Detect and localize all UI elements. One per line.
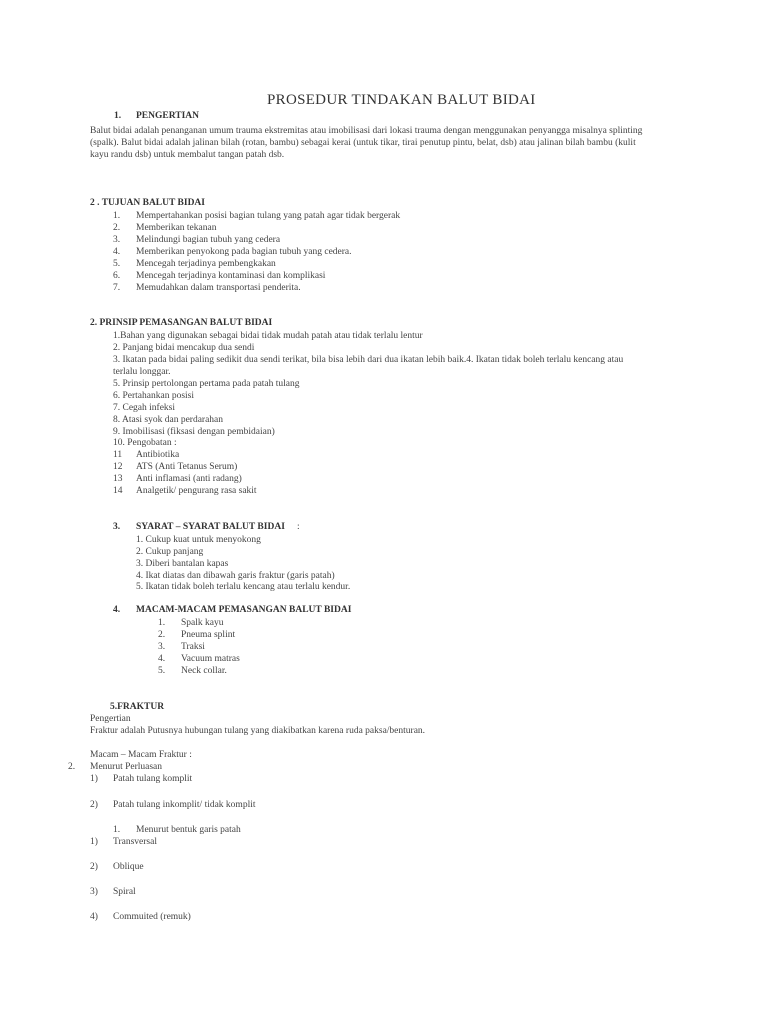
- section-2-heading: 2 . TUJUAN BALUT BIDAI: [90, 198, 205, 208]
- section-1-heading: PENGERTIAN: [136, 111, 200, 121]
- list-item: Commuited (remuk): [113, 912, 191, 922]
- perluasan-number: 2.: [68, 762, 76, 772]
- list-item: Transversal: [113, 837, 157, 847]
- list-item: Oblique: [113, 862, 144, 872]
- list-item: Melindungi bagian tubuh yang cedera: [136, 235, 281, 245]
- list-item: Pneuma splint: [181, 630, 236, 640]
- list-item: Antibiotika: [136, 450, 180, 460]
- list-item-number: 1.: [113, 211, 121, 221]
- section-4-number: 3.: [113, 522, 121, 532]
- principle-line: 5. Prinsip pertolongan pertama pada patah tulang: [113, 379, 300, 389]
- section-1-number: 1.: [114, 111, 122, 121]
- list-item-number: 11: [113, 450, 123, 460]
- fraktur-definition: Fraktur adalah Putusnya hubungan tulang yang diakibatkan karena ruda paksa/benturan.: [90, 726, 426, 736]
- list-item: Mencegah terjadinya pembengkakan: [136, 259, 276, 269]
- fraktur-pengertian-label: Pengertian: [90, 714, 131, 724]
- list-item-number: 4): [90, 912, 98, 922]
- list-item: Spiral: [113, 887, 136, 897]
- list-item: Neck collar.: [181, 666, 227, 676]
- list-item: Memberikan tekanan: [136, 223, 217, 233]
- list-item-number: 5.: [158, 666, 166, 676]
- section-3-heading: 2. PRINSIP PEMASANGAN BALUT BIDAI: [90, 318, 273, 328]
- list-item: Analgetik/ pengurang rasa sakit: [136, 486, 257, 496]
- list-item: Mencegah terjadinya kontaminasi dan komplikasi: [136, 271, 326, 281]
- requirement-line: 3. Diberi bantalan kapas: [136, 559, 229, 569]
- requirement-line: 5. Ikatan tidak boleh terlalu kencang atau terlalu kendur.: [136, 582, 351, 592]
- principle-line: 1.Bahan yang digunakan sebagai bidai tidak mudah patah atau tidak terlalu lentur: [113, 331, 423, 341]
- principle-line: 6. Pertahankan posisi: [113, 391, 195, 401]
- list-item-number: 4.: [158, 654, 166, 664]
- list-item: Patah tulang komplit: [113, 774, 193, 784]
- section-1-text-line: Balut bidai adalah penanganan umum trauma ekstremitas atau imobilisasi dari lokasi trauma dengan menggunakan penyangga misalnya splinting: [90, 126, 643, 136]
- requirement-line: 2. Cukup panjang: [136, 547, 204, 557]
- list-item-number: 5.: [113, 259, 121, 269]
- requirement-line: 1. Cukup kuat untuk menyokong: [136, 535, 261, 545]
- list-item-number: 2.: [158, 630, 166, 640]
- section-6-heading: 5.FRAKTUR: [110, 702, 165, 712]
- list-item: Vacuum matras: [181, 654, 240, 664]
- list-item: Memudahkan dalam transportasi penderita.: [136, 283, 301, 293]
- list-item: Traksi: [181, 642, 205, 652]
- list-item-number: 1): [90, 837, 98, 847]
- list-item-number: 3.: [113, 235, 121, 245]
- section-4-heading: SYARAT – SYARAT BALUT BIDAI: [136, 522, 285, 532]
- list-item-number: 2): [90, 800, 98, 810]
- fraktur-types-label: Macam – Macam Fraktur :: [90, 750, 192, 760]
- list-item-number: 4.: [113, 247, 121, 257]
- perluasan-heading: Menurut Perluasan: [90, 762, 163, 772]
- principle-line: 3. Ikatan pada bidai paling sedikit dua sendi terikat, bila bisa lebih dari dua ikatan lebih baik.4. Ikatan tidak boleh terlalu kencang atau: [113, 355, 624, 365]
- page-title: PROSEDUR TINDAKAN BALUT BIDAI: [267, 92, 536, 108]
- list-item-number: 3): [90, 887, 98, 897]
- principle-line: 8. Atasi syok dan perdarahan: [113, 415, 224, 425]
- list-item-number: 1): [90, 774, 98, 784]
- principle-line: 7. Cegah infeksi: [113, 403, 176, 413]
- list-item-number: 2.: [113, 223, 121, 233]
- list-item-number: 12: [113, 462, 123, 472]
- list-item: Memberikan penyokong pada bagian tubuh yang cedera.: [136, 247, 352, 257]
- list-item-number: 2): [90, 862, 98, 872]
- list-item-number: 1.: [158, 618, 166, 628]
- list-item-number: 6.: [113, 271, 121, 281]
- bentuk-number: 1.: [113, 825, 121, 835]
- list-item-number: 14: [113, 486, 123, 496]
- section-5-number: 4.: [113, 605, 121, 615]
- principle-line: 10. Pengobatan :: [113, 438, 177, 448]
- requirement-line: 4. Ikat diatas dan dibawah garis fraktur (garis patah): [136, 571, 335, 581]
- principle-line: 2. Panjang bidai mencakup dua sendi: [113, 343, 255, 353]
- principle-line: 9. Imobilisasi (fiksasi dengan pembidaian): [113, 427, 275, 437]
- section-1-text-line: kayu randu dsb) untuk membalut tangan patah dsb.: [90, 150, 285, 160]
- list-item-number: 13: [113, 474, 123, 484]
- list-item-number: 7.: [113, 283, 121, 293]
- section-4-colon: :: [297, 522, 300, 532]
- list-item: Spalk kayu: [181, 618, 224, 628]
- principle-line: terlalu longgar.: [113, 367, 171, 377]
- list-item: Anti inflamasi (anti radang): [136, 474, 242, 484]
- section-5-heading: MACAM-MACAM PEMASANGAN BALUT BIDAI: [136, 605, 352, 615]
- bentuk-heading: Menurut bentuk garis patah: [136, 825, 241, 835]
- list-item: Patah tulang inkomplit/ tidak komplit: [113, 800, 256, 810]
- list-item: ATS (Anti Tetanus Serum): [136, 462, 238, 472]
- section-1-text-line: (spalk). Balut bidai adalah jalinan bilah (rotan, bambu) sebagai kerai (untuk tikar, tirai penutup pintu, belat, dsb) atau jalinan bilah bambu (kulit: [90, 138, 636, 148]
- list-item-number: 3.: [158, 642, 166, 652]
- list-item: Mempertahankan posisi bagian tulang yang patah agar tidak bergerak: [136, 211, 401, 221]
